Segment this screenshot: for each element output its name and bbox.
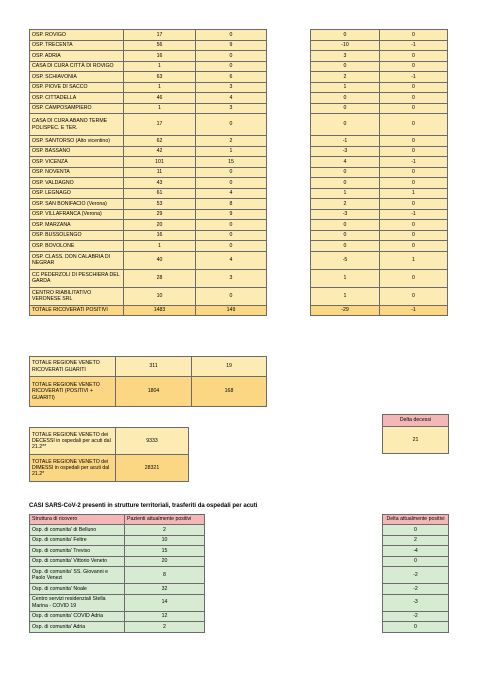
hospital-name: CASA DI CURA CITTÀ DI ROVIGO [30, 61, 124, 72]
delta-row [311, 114, 448, 136]
delta-positive-value: -2 [383, 611, 449, 622]
ricoverati-value: 62 [124, 136, 196, 147]
delta-ti-value: 0 [380, 82, 448, 93]
decessi-label: TOTALE REGIONE VENETO dei DECESSI in ospedali per acuti dal 21.2** [30, 428, 116, 455]
delta-ricoverati-value: 0 [311, 114, 380, 136]
delta-ricoverati-value: 0 [311, 241, 380, 252]
delta-ti-value: 0 [380, 230, 448, 241]
hospital-name: OSP. CLASS. DON CALABRIA DI NEGRAR [30, 251, 124, 269]
hospital-name: OSP. BUSSOLENGO [30, 230, 124, 241]
delta-ricoverati-value: -3 [311, 209, 380, 220]
territorial-row [30, 546, 205, 557]
total-delta-ricoverati: -29 [311, 305, 380, 316]
ricoverati-value: 1 [124, 61, 196, 72]
territorial-row [30, 584, 205, 595]
delta-ricoverati-value: 2 [311, 199, 380, 210]
structure-name: Osp. di comunita' Feltre [30, 535, 125, 546]
hospital-name: OSP. SANTORSO (Alto vicentino) [30, 136, 124, 147]
hospital-row [30, 40, 267, 51]
regional-value: 311 [116, 357, 192, 377]
delta-ricoverati-value: 0 [311, 167, 380, 178]
delta-row [311, 30, 448, 41]
hospital-row [30, 220, 267, 231]
hospital-name: CC PEDERZOLI DI PESCHIERA DEL GARDA [30, 269, 124, 287]
delta-ti-value: 0 [380, 241, 448, 252]
hospital-name: CASA DI CURA ABANO TERME POLISPEC. E TER. [30, 114, 124, 136]
delta-ricoverati-value: 3 [311, 51, 380, 62]
delta-row [311, 51, 448, 62]
terapia-intensiva-value: 0 [196, 167, 267, 178]
delta-positive-value: -4 [383, 546, 449, 557]
territorial-delta-row [383, 567, 449, 584]
delta-ti-value: 1 [380, 188, 448, 199]
hospital-row [30, 251, 267, 269]
delta-row [311, 157, 448, 168]
ricoverati-value: 63 [124, 72, 196, 83]
ricoverati-value: 16 [124, 51, 196, 62]
delta-row [311, 167, 448, 178]
delta-ricoverati-value: 0 [311, 230, 380, 241]
ricoverati-value: 42 [124, 146, 196, 157]
delta-ricoverati-value: 0 [311, 93, 380, 104]
positive-patients-value: 15 [125, 546, 205, 557]
delta-ti-value: 0 [380, 167, 448, 178]
delta-ricoverati-value: 0 [311, 61, 380, 72]
hospital-name: OSP. BASSANO [30, 146, 124, 157]
delta-decessi-table [382, 414, 449, 454]
ricoverati-value: 11 [124, 167, 196, 178]
hospital-table [29, 29, 267, 316]
hospital-name: OSP. VILLAFRANCA (Verona) [30, 209, 124, 220]
hospital-row [30, 230, 267, 241]
terapia-intensiva-value: 9 [196, 40, 267, 51]
terapia-intensiva-value: 8 [196, 199, 267, 210]
total-ricoverati: 1483 [124, 305, 196, 316]
positive-patients-value: 10 [125, 535, 205, 546]
dimessi-label: TOTALE REGIONE VENETO dei DIMESSI in ospedali per acuti dal 21.2* [30, 455, 116, 482]
structure-name: Osp. di comunita' Treviso [30, 546, 125, 557]
delta-row [311, 72, 448, 83]
ricoverati-value: 20 [124, 220, 196, 231]
structure-name: Osp. di comunita' Adria [30, 622, 125, 633]
delta-ti-value: 0 [380, 287, 448, 305]
delta-positive-value: 2 [383, 535, 449, 546]
delta-positive-value: 0 [383, 622, 449, 633]
hospital-row [30, 30, 267, 41]
delta-row [311, 230, 448, 241]
ricoverati-value: 43 [124, 178, 196, 189]
regional-value: 168 [192, 377, 267, 407]
delta-ricoverati-value: -1 [311, 136, 380, 147]
delta-decessi-value: 21 [383, 427, 449, 454]
delta-row [311, 40, 448, 51]
hospital-name: OSP. LEGNAGO [30, 188, 124, 199]
total-ti: 149 [196, 305, 267, 316]
total-label: TOTALE RICOVERATI POSITIVI [30, 305, 124, 316]
regional-totals-table [29, 356, 267, 407]
header-delta: Delta attualmente positivi [383, 515, 449, 525]
delta-row [311, 103, 448, 114]
regional-row [30, 357, 267, 377]
hospital-name: OSP. SAN BONIFACIO (Verona) [30, 199, 124, 210]
hospital-name: OSP. CAMPOSAMPIERO [30, 103, 124, 114]
delta-decessi-header: Delta decessi [383, 415, 449, 427]
delta-ti-value: -1 [380, 72, 448, 83]
terapia-intensiva-value: 0 [196, 30, 267, 41]
territorial-delta-row [383, 611, 449, 622]
delta-row [311, 61, 448, 72]
hospital-row [30, 103, 267, 114]
dimessi-value: 28321 [116, 455, 189, 482]
terapia-intensiva-value: 2 [196, 136, 267, 147]
territorial-row [30, 556, 205, 567]
ricoverati-value: 16 [124, 230, 196, 241]
delta-ricoverati-value: 0 [311, 178, 380, 189]
hospital-row [30, 199, 267, 210]
ricoverati-value: 46 [124, 93, 196, 104]
terapia-intensiva-value: 3 [196, 269, 267, 287]
territorial-row [30, 622, 205, 633]
delta-positive-value: 0 [383, 556, 449, 567]
delta-ricoverati-value: 0 [311, 103, 380, 114]
hospital-row [30, 241, 267, 252]
hospital-row [30, 178, 267, 189]
delta-row [311, 241, 448, 252]
terapia-intensiva-value: 3 [196, 82, 267, 93]
territorial-caption: CASI SARS-CoV-2 presenti in strutture territoriali, trasferiti da ospedali per acuti [29, 503, 258, 509]
regional-row [30, 377, 267, 407]
positive-patients-value: 8 [125, 567, 205, 584]
delta-row [311, 146, 448, 157]
delta-row [311, 178, 448, 189]
territorial-delta-table [382, 514, 449, 633]
delta-ricoverati-value: -3 [311, 146, 380, 157]
terapia-intensiva-value: 4 [196, 251, 267, 269]
hospital-row [30, 114, 267, 136]
positive-patients-value: 12 [125, 611, 205, 622]
terapia-intensiva-value: 0 [196, 178, 267, 189]
terapia-intensiva-value: 15 [196, 157, 267, 168]
territorial-delta-row [383, 525, 449, 536]
terapia-intensiva-value: 4 [196, 93, 267, 104]
territorial-delta-row [383, 622, 449, 633]
territorial-delta-row [383, 594, 449, 611]
hospital-row [30, 287, 267, 305]
hospital-name: CENTRO RIABILITATIVO VERONESE SRL [30, 287, 124, 305]
delta-ricoverati-value: 1 [311, 269, 380, 287]
positive-patients-value: 32 [125, 584, 205, 595]
positive-patients-value: 2 [125, 525, 205, 536]
delta-ti-value: 0 [380, 114, 448, 136]
total-row [30, 305, 267, 316]
territorial-table [29, 514, 205, 633]
structure-name: Osp. di comunita' COVID Adria [30, 611, 125, 622]
hospital-row [30, 93, 267, 104]
structure-name: Centro servizi residenziali Stella Marina - COVID 19 [30, 594, 125, 611]
terapia-intensiva-value: 0 [196, 287, 267, 305]
delta-ricoverati-value: -10 [311, 40, 380, 51]
total-delta-ti: -1 [380, 305, 448, 316]
delta-ti-value: 0 [380, 269, 448, 287]
hospital-name: OSP. MARZANA [30, 220, 124, 231]
regional-value: 1804 [116, 377, 192, 407]
hospital-name: OSP. ROVIGO [30, 30, 124, 41]
ricoverati-value: 61 [124, 188, 196, 199]
positive-patients-value: 20 [125, 556, 205, 567]
hospital-name: OSP. SCHIAVONIA [30, 72, 124, 83]
ricoverati-value: 17 [124, 114, 196, 136]
territorial-row [30, 611, 205, 622]
header-pazienti: Pazienti attualmente positivi [125, 515, 205, 525]
delta-positive-value: -2 [383, 567, 449, 584]
ricoverati-value: 56 [124, 40, 196, 51]
delta-row [311, 287, 448, 305]
terapia-intensiva-value: 1 [196, 146, 267, 157]
hospital-row [30, 157, 267, 168]
delta-ricoverati-value: 1 [311, 82, 380, 93]
delta-ricoverati-value: -5 [311, 251, 380, 269]
delta-row [311, 199, 448, 210]
structure-name: Osp. di comunita' di Belluno [30, 525, 125, 536]
delta-ricoverati-value: 0 [311, 220, 380, 231]
hospital-name: OSP. ADRIA [30, 51, 124, 62]
delta-row [311, 269, 448, 287]
delta-positive-value: -2 [383, 584, 449, 595]
ricoverati-value: 28 [124, 269, 196, 287]
hospital-row [30, 269, 267, 287]
delta-ti-value: -1 [380, 209, 448, 220]
delta-ti-value: -1 [380, 157, 448, 168]
terapia-intensiva-value: 0 [196, 61, 267, 72]
ricoverati-value: 40 [124, 251, 196, 269]
delta-ti-value: 1 [380, 251, 448, 269]
hospital-name: OSP. BOVOLONE [30, 241, 124, 252]
delta-ti-value: 0 [380, 61, 448, 72]
terapia-intensiva-value: 0 [196, 114, 267, 136]
header-struttura: Struttura di ricovero [30, 515, 125, 525]
delta-ti-value: 0 [380, 146, 448, 157]
decessi-value: 9333 [116, 428, 189, 455]
ricoverati-value: 1 [124, 82, 196, 93]
delta-ricoverati-value: 1 [311, 287, 380, 305]
territorial-delta-row [383, 556, 449, 567]
hospital-name: OSP. TRECENTA [30, 40, 124, 51]
regional-label: TOTALE REGIONE VENETO RICOVERATI GUARITI [30, 357, 116, 377]
territorial-row [30, 535, 205, 546]
positive-patients-value: 2 [125, 622, 205, 633]
delta-row [311, 93, 448, 104]
delta-row [311, 188, 448, 199]
structure-name: Osp. di comunita' Vittorio Veneto [30, 556, 125, 567]
structure-name: Osp. di comunita' Noale [30, 584, 125, 595]
positive-patients-value: 14 [125, 594, 205, 611]
delta-ti-value: 0 [380, 93, 448, 104]
total-delta-row [311, 305, 448, 316]
territorial-delta-row [383, 535, 449, 546]
hospital-row [30, 146, 267, 157]
deaths-table [29, 427, 189, 482]
hospital-name: OSP. VICENZA [30, 157, 124, 168]
ricoverati-value: 101 [124, 157, 196, 168]
hospital-name: OSP. PIOVE DI SACCO [30, 82, 124, 93]
delta-row [311, 209, 448, 220]
terapia-intensiva-value: 6 [196, 72, 267, 83]
hospital-row [30, 51, 267, 62]
dimessi-row [30, 455, 189, 482]
territorial-row [30, 525, 205, 536]
regional-label: TOTALE REGIONE VENETO RICOVERATI (POSITIVI + GUARITI) [30, 377, 116, 407]
hospital-row [30, 61, 267, 72]
hospital-row [30, 72, 267, 83]
delta-ricoverati-value: 4 [311, 157, 380, 168]
delta-positive-value: 0 [383, 525, 449, 536]
territorial-row [30, 594, 205, 611]
hospital-row [30, 167, 267, 178]
regional-value: 19 [192, 357, 267, 377]
hospital-name: OSP. CITTADELLA [30, 93, 124, 104]
hospital-row [30, 209, 267, 220]
hospital-delta-table [310, 29, 448, 316]
delta-row [311, 136, 448, 147]
delta-ti-value: 0 [380, 199, 448, 210]
hospital-name: OSP. VALDAGNO [30, 178, 124, 189]
delta-ti-value: 0 [380, 30, 448, 41]
hospital-row [30, 82, 267, 93]
terapia-intensiva-value: 0 [196, 220, 267, 231]
delta-ti-value: -1 [380, 40, 448, 51]
hospital-row [30, 188, 267, 199]
delta-ricoverati-value: 0 [311, 30, 380, 41]
delta-ti-value: 0 [380, 220, 448, 231]
terapia-intensiva-value: 3 [196, 103, 267, 114]
ricoverati-value: 29 [124, 209, 196, 220]
delta-ti-value: 0 [380, 103, 448, 114]
ricoverati-value: 53 [124, 199, 196, 210]
territorial-delta-row [383, 584, 449, 595]
territorial-delta-row [383, 546, 449, 557]
terapia-intensiva-value: 4 [196, 188, 267, 199]
delta-positive-value: -3 [383, 594, 449, 611]
delta-row [311, 82, 448, 93]
terapia-intensiva-value: 0 [196, 230, 267, 241]
territorial-row [30, 567, 205, 584]
ricoverati-value: 10 [124, 287, 196, 305]
delta-ti-value: 0 [380, 178, 448, 189]
ricoverati-value: 1 [124, 103, 196, 114]
hospital-row [30, 136, 267, 147]
hospital-name: OSP. NOVENTA [30, 167, 124, 178]
delta-ricoverati-value: 2 [311, 72, 380, 83]
ricoverati-value: 17 [124, 30, 196, 41]
terapia-intensiva-value: 0 [196, 51, 267, 62]
decessi-row [30, 428, 189, 455]
delta-ti-value: 0 [380, 51, 448, 62]
delta-row [311, 251, 448, 269]
delta-ricoverati-value: 1 [311, 188, 380, 199]
ricoverati-value: 1 [124, 241, 196, 252]
terapia-intensiva-value: 0 [196, 241, 267, 252]
terapia-intensiva-value: 9 [196, 209, 267, 220]
delta-row [311, 220, 448, 231]
delta-ti-value: 0 [380, 136, 448, 147]
structure-name: Osp. di comunita' SS. Giovanni e Paolo Venezi [30, 567, 125, 584]
